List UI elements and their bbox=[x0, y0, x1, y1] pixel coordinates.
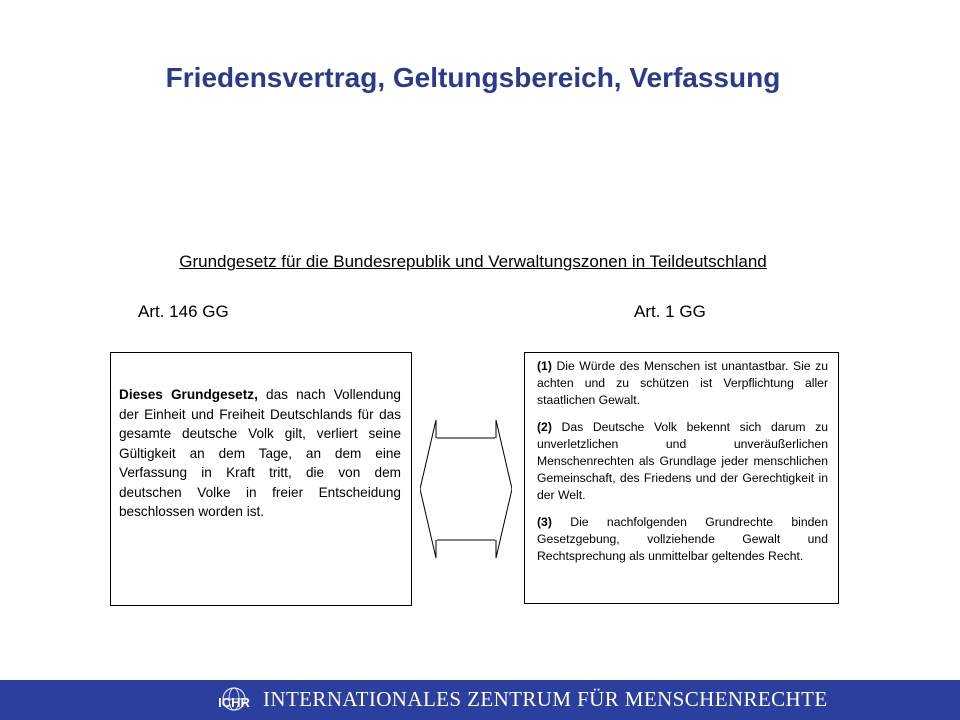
logo-lettering: ICHR bbox=[218, 695, 250, 710]
footer-bar bbox=[0, 680, 960, 720]
article-146-text bbox=[119, 385, 401, 522]
article-1-paragraph-2 bbox=[537, 419, 828, 504]
article-146-textbox bbox=[110, 352, 412, 606]
double-arrow-icon bbox=[420, 418, 512, 560]
globe-logo-icon bbox=[208, 686, 260, 714]
article-146-heading: Art. 146 GG bbox=[138, 302, 229, 321]
slide-title: Friedensvertrag, Geltungsbereich, Verfassung bbox=[165, 62, 781, 93]
article-1-paragraph-3 bbox=[537, 514, 828, 565]
footer-text: INTERNATIONALES ZENTRUM FÜR MENSCHENRECHTE bbox=[263, 687, 828, 711]
article-146-bold-lead: Dieses Grundgesetz, bbox=[119, 387, 258, 402]
paragraph-number: (2) bbox=[537, 420, 552, 434]
paragraph-text: Das Deutsche Volk bekennt sich darum zu unverletzlichen und unveräußerlichen Menschenrechten als Grundlage jeder menschlichen Gemeinschaft, des Friedens und der Gerechtigkeit in der Welt. bbox=[537, 420, 828, 502]
article-146-body: das nach Vollendung der Einheit und Freiheit Deutschlands für das gesamte deutsche Volk gilt, verliert seine Gültigkeit an dem Tage, an dem eine Verfassung in Kraft tritt, die von dem deutschen Volke in freier Entscheidung beschlossen worden ist. bbox=[119, 387, 401, 519]
paragraph-text: Die nachfolgenden Grundrechte binden Gesetzgebung, vollziehende Gewalt und Rechtsprechung als unmittelbar geltendes Recht. bbox=[537, 515, 828, 563]
article-1-paragraph-1 bbox=[537, 358, 828, 409]
paragraph-number: (1) bbox=[537, 359, 552, 373]
paragraph-number: (3) bbox=[537, 515, 552, 529]
article-1-heading: Art. 1 GG bbox=[634, 302, 706, 321]
paragraph-text: Die Würde des Menschen ist unantastbar. Sie zu achten und zu schützen ist Verpflichtung aller staatlichen Gewalt. bbox=[537, 359, 828, 407]
slide-subtitle: Grundgesetz für die Bundesrepublik und Verwaltungszonen in Teildeutschland bbox=[179, 252, 767, 271]
article-1-textbox bbox=[524, 352, 839, 604]
